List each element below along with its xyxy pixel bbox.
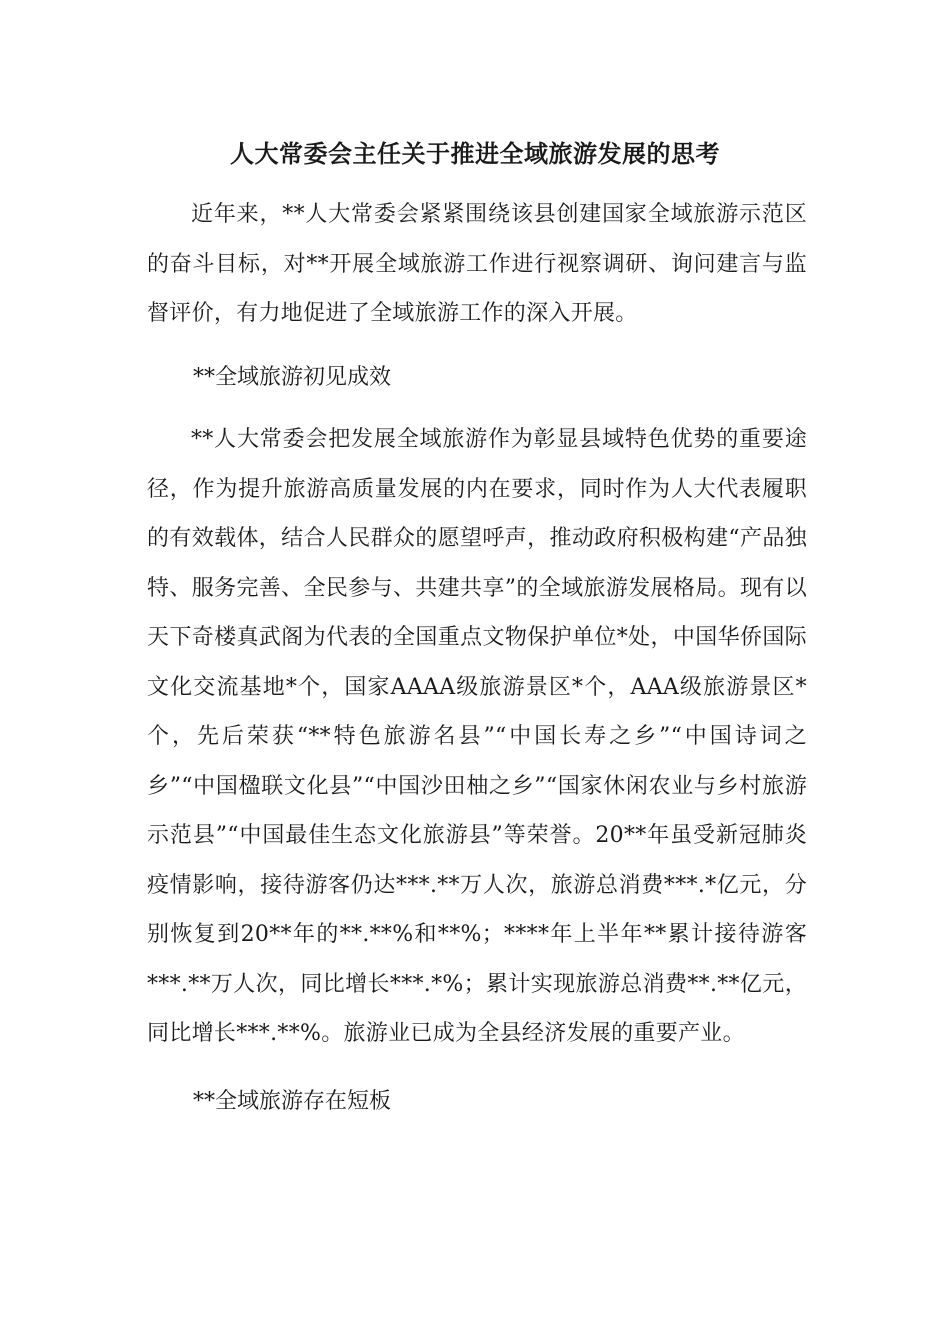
achievements-paragraph: **人大常委会把发展全域旅游作为彰显县域特色优势的重要途径，作为提升旅游高质量发展的内在要求，同时作为人大代表履职的有效载体，结合人民群众的愿望呼声，推动政府积极构建“产品独特、服务完善、全民参与、共建共享”的全域旅游发展格局。现有以天下奇楼真武阁为代表的全国重点文物保护单位*处，中国华侨国际文化交流基地*个，国家AAAA级旅游景区*个，AAA级旅游景区*个，先后荣获“**特色旅游名县”“中国长寿之乡”“中国诗词之乡”“中国楹联文化县”“中国沙田柚之乡”“国家休闲农业与乡村旅游示范县”“中国最佳生态文化旅游县”等荣誉。20**年虽受新冠肺炎疫情影响，接待游客仍达***.**万人次，旅游总消费***.*亿元，分别恢复到20**年的**.**%和**%；****年上半年**累计接待游客***.**万人次，同比增长***.*%；累计实现旅游总消费**.**亿元，同比增长***.**%。旅游业已成为全县经济发展的重要产业。 bbox=[147, 427, 807, 1046]
section-heading-achievements: **全域旅游初见成效 bbox=[193, 365, 392, 390]
document-title: 人大常委会主任关于推进全域旅游发展的思考 bbox=[230, 139, 720, 168]
section-heading-shortcomings: **全域旅游存在短板 bbox=[193, 1089, 392, 1114]
intro-paragraph: 近年来，**人大常委会紧紧围绕该县创建国家全域旅游示范区的奋斗目标，对**开展全域旅游工作进行视察调研、询问建言与监督评价，有力地促进了全域旅游工作的深入开展。 bbox=[147, 202, 807, 326]
